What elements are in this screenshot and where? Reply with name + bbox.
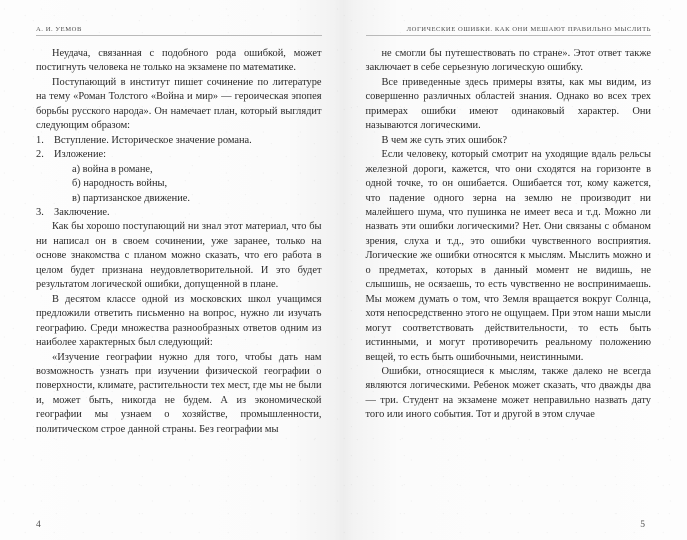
right-page-number: 5: [640, 520, 645, 530]
left-page-number: 4: [36, 520, 41, 530]
right-running-head: ЛОГИЧЕСКИЕ ОШИБКИ. КАК ОНИ МЕШАЮТ ПРАВИЛЬНО МЫСЛИТЬ: [406, 26, 651, 33]
list-item: [36, 148, 322, 206]
outline-list: [36, 134, 322, 221]
sublist-item: а) война в романе,: [72, 163, 153, 175]
list-item: [36, 134, 322, 148]
list-marker: 2.: [36, 149, 44, 161]
paragraph: Если человеку, который смотрит на уходящие вдаль рельсы железной дороги, кажется, что они сходятся на горизонте в одной точке, то он ошибается. Ошибается тот, кому кажется, что падение одного зерна на землю не производит ни малейшего шума, что пушинка не имеет веса и т.д. Можно ли назвать эти ошибки логическими? Нет. Они связаны с обманом зрения, слуха и т.д., это ошибки чувственного восприятия. Логические же ошибки относятся к мыслям. Мыслить можно и о предметах, которых в данный момент не видишь, не слышишь, не осязаешь, то есть чувственно не воспринимаешь. Мы можем думать о том, что Земля вращается вокруг Солнца, хотя непосредственно этого не ощущаем. При этом наши мысли могут соответствовать действительности, то есть быть истинными, и могут противоречить реальному положению вещей, то есть быть ошибочными, неистинными.: [365, 149, 651, 363]
list-item-label: Заключение.: [54, 206, 110, 218]
paragraph: Поступающий в институт пишет сочинение по литературе на тему «Роман Толстого «Война и мир» — героическая эпопея борьбы русского народа». Он намечает план, который выглядит следующим образом:: [36, 76, 322, 132]
paragraph: Ошибки, относящиеся к мыслям, также далеко не всегда являются логическими. Ребенок может сказать, что дважды два — три. Студент на экзамене может неправильно назвать дату того или иного события. Тот и другой в этом случае: [365, 365, 651, 421]
paragraph: В десятом классе одной из московских школ учащимся предложили ответить письменно на вопрос, нужно ли изучать географию. Среди множества разнообразных ответов одним из наиболее характерных был следующий:: [36, 293, 322, 349]
left-column-text: [36, 47, 322, 437]
paragraph: Все приведенные здесь примеры взяты, как мы видим, из совершенно различных областей знания. Однако во всех трех примерах ошибки имеют одинаковый характер. Они называются логическими.: [365, 76, 651, 132]
left-running-head: А. И. УЕМОВ: [36, 26, 82, 33]
paragraph: Неудача, связанная с подобного рода ошибкой, может постигнуть человека не только на экзамене по математике.: [36, 48, 322, 74]
list-marker: 3.: [36, 206, 44, 218]
list-marker: 1.: [36, 134, 44, 146]
list-item-label: Изложение:: [54, 149, 107, 161]
sublist: [54, 163, 322, 206]
paragraph: Как бы хорошо поступающий ни знал этот материал, что бы ни написал он в своем сочинении, уже заранее, только на основе знакомства с планом можно сказать, что его работа в целом будет признана неудовлетворительной. И это будет результатом логической ошибки, допущенной в плане.: [36, 221, 322, 291]
paragraph: В чем же суть этих ошибок?: [381, 134, 508, 146]
paragraph: не смогли бы путешествовать по стране». Этот ответ также заключает в себе серьезную логическую ошибку.: [365, 48, 651, 74]
right-column-text: [366, 47, 652, 423]
left-header-rule: [36, 35, 322, 36]
sublist-item: б) народность войны,: [72, 178, 168, 190]
list-item: [36, 206, 322, 220]
right-page: [344, 0, 687, 540]
paragraph: «Изучение географии нужно для того, чтобы дать нам возможность узнать при изучении физической географии о поверхности, климате, растительности тех мест, где мы не были и, может быть, никогда не будем. А из экономической географии мы узнаем о хозяйстве, промышленности, политическом строе данной страны. Без географии мы: [36, 351, 322, 435]
list-item-label: Вступление. Историческое значение романа.: [54, 134, 252, 146]
sublist-item: в) партизанское движение.: [72, 192, 190, 204]
right-header-rule: [366, 35, 652, 36]
